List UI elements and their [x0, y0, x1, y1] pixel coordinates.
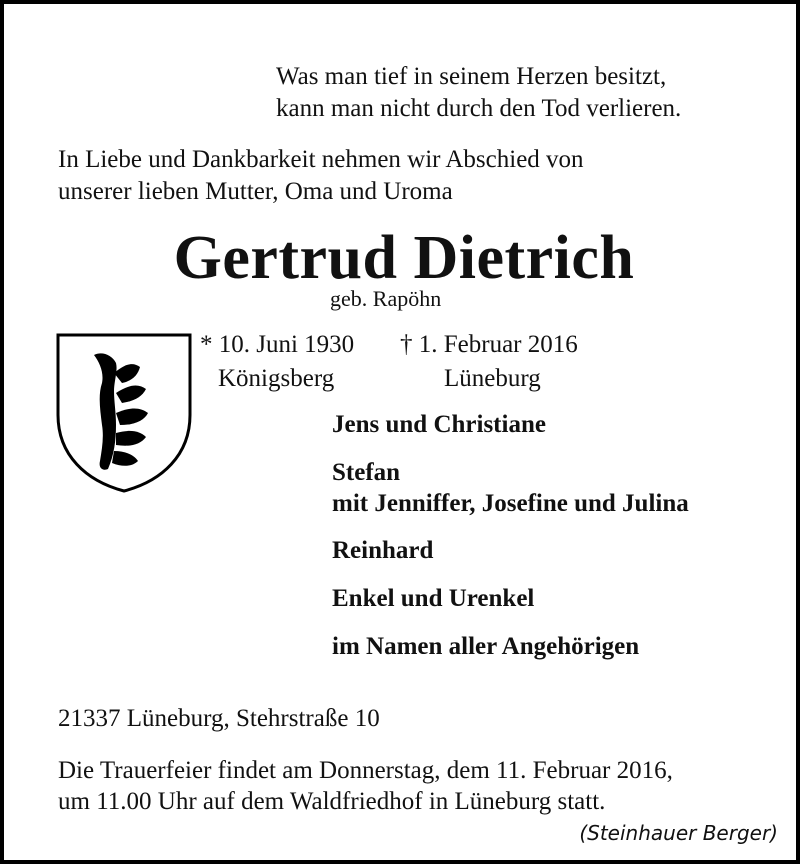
death-place: Lüneburg — [444, 365, 541, 392]
mourner-3: mit Jenniffer, Josefine und Julina — [332, 490, 689, 517]
coat-of-arms-antler-icon — [54, 329, 194, 494]
funeral-line-1: Die Trauerfeier findet am Donnerstag, dem 11. Februar 2016, — [58, 757, 673, 784]
intro-line-1: In Liebe und Dankbarkeit nehmen wir Abschied von — [58, 146, 584, 173]
mourner-2: Stefan — [332, 459, 401, 486]
birth-place: Königsberg — [218, 365, 335, 392]
motto-line-2: kann man nicht durch den Tod verlieren. — [276, 95, 682, 122]
undertaker-signature: (Steinhauer Berger) — [579, 821, 778, 845]
mourner-1: Jens und Christiane — [332, 411, 546, 438]
mourner-6: im Namen aller Angehörigen — [332, 633, 640, 660]
intro-line-2: unserer lieben Mutter, Oma und Uroma — [58, 178, 453, 205]
address: 21337 Lüneburg, Stehrstraße 10 — [58, 705, 380, 732]
death-date: † 1. Februar 2016 — [400, 331, 578, 358]
funeral-line-2: um 11.00 Uhr auf dem Waldfriedhof in Lüneburg statt. — [58, 788, 606, 815]
birth-date: * 10. Juni 1930 — [200, 331, 355, 358]
mourner-5: Enkel und Urenkel — [332, 585, 535, 612]
motto-line-1: Was man tief in seinem Herzen besitzt, — [276, 63, 667, 90]
deceased-name: Gertrud Dietrich — [173, 224, 635, 292]
mourner-4: Reinhard — [332, 537, 434, 564]
maiden-name: geb. Rapöhn — [330, 286, 442, 311]
